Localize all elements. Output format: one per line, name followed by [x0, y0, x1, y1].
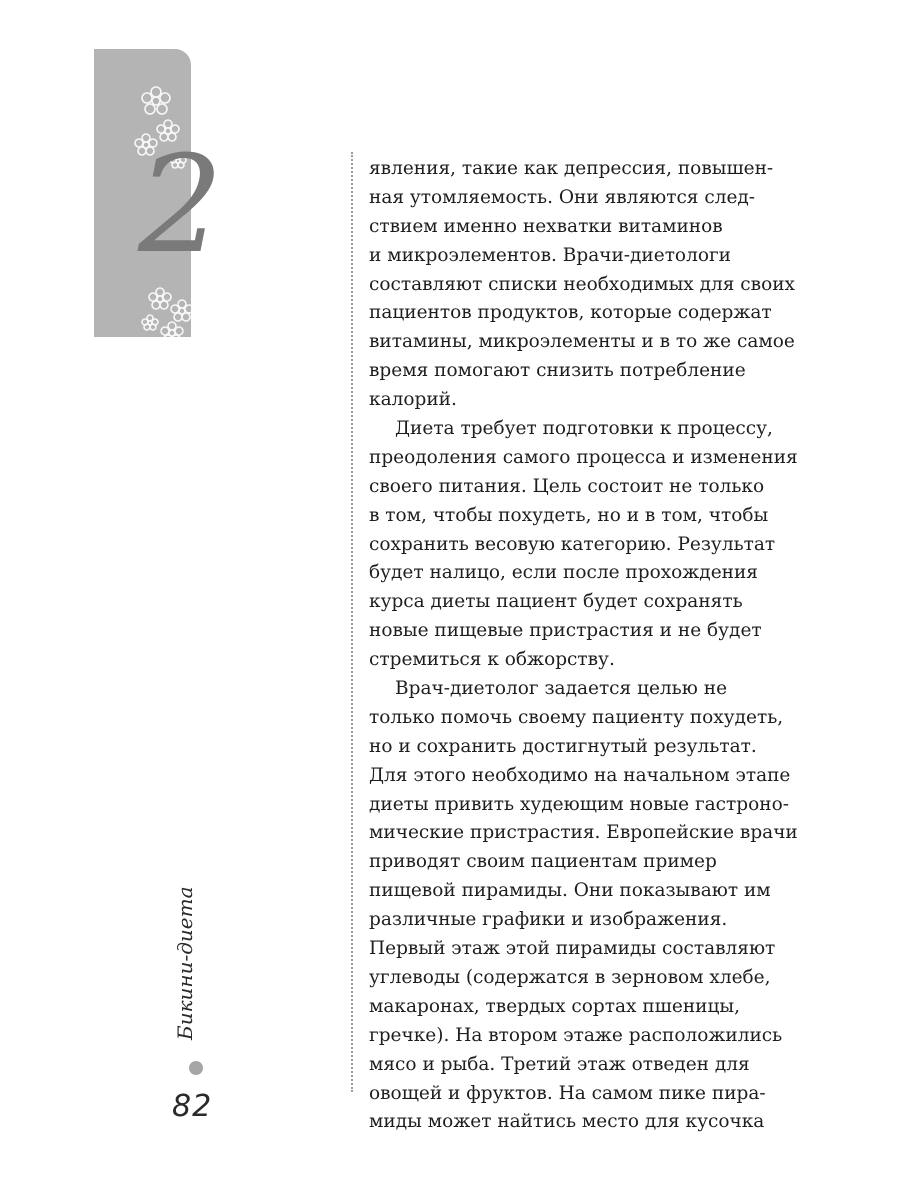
- text-line: Диета требует подготовки к процессу,: [395, 418, 773, 440]
- text-line: преодоления самого процесса и изменения: [369, 446, 798, 468]
- text-line: калорий.: [369, 389, 457, 411]
- text-line: стремиться к обжорству.: [369, 649, 615, 671]
- text-line: мические пристрастия. Европейские врачи: [369, 822, 798, 844]
- text-line: только помочь своему пациенту похудеть,: [369, 706, 784, 728]
- text-line: время помогают снизить потребление: [369, 360, 746, 382]
- text-line: и микроэлементов. Врачи-диетологи: [369, 244, 731, 266]
- text-line: явления, такие как депрессия, повышен-: [369, 158, 774, 179]
- text-line: пищевой пирамиды. Они показывают им: [369, 880, 771, 902]
- text-line: новые пищевые пристрастия и не будет: [369, 620, 762, 642]
- text-line: овощей и фруктов. На самом пике пира-: [369, 1082, 766, 1104]
- text-line: диеты привить худеющим новые гастроно-: [369, 793, 789, 815]
- page-number: 82: [172, 1089, 213, 1124]
- text-line: своего питания. Цель состоит не только: [369, 475, 765, 497]
- body-text: [369, 155, 798, 1137]
- text-line: в том, чтобы похудеть, но и в том, чтобы: [369, 504, 769, 526]
- text-line: будет налицо, если после прохождения: [369, 562, 758, 584]
- text-line: миды может найтись место для кусочка: [369, 1111, 765, 1133]
- text-line: но и сохранить достигнутый результат.: [369, 735, 757, 757]
- chapter-number: 2: [138, 127, 224, 283]
- bullet-dot-icon: [189, 1061, 203, 1075]
- text-line: курса диеты пациент будет сохранять: [369, 591, 743, 613]
- text-line: мясо и рыба. Третий этаж отведен для: [369, 1053, 750, 1075]
- text-line: различные графики и изображения.: [369, 909, 728, 931]
- text-line: пациентов продуктов, которые содержат: [369, 302, 772, 324]
- text-line: макаронах, твердых сортах пшеницы,: [369, 995, 740, 1017]
- text-line: ствием именно нехватки витаминов: [369, 215, 723, 237]
- text-line: сохранить весовую категорию. Результат: [369, 533, 776, 555]
- text-line: гречке). На втором этаже расположились: [369, 1024, 783, 1046]
- running-title: Бикини-диета: [173, 886, 197, 1040]
- text-line: приводят своим пациентам пример: [369, 851, 717, 873]
- text-line: Для этого необходимо на начальном этапе: [369, 764, 791, 786]
- text-line: Первый этаж этой пирамиды составляют: [369, 938, 776, 960]
- text-line: Врач-диетолог задается целью не: [395, 678, 728, 700]
- text-line: углеводы (содержатся в зерновом хлебе,: [369, 966, 771, 988]
- text-line: ная утомляемость. Они являются след-: [369, 186, 756, 208]
- dotted-divider: [351, 152, 353, 1092]
- text-line: составляют списки необходимых для своих: [369, 273, 795, 295]
- text-line: витамины, микроэлементы и в то же самое: [369, 331, 795, 353]
